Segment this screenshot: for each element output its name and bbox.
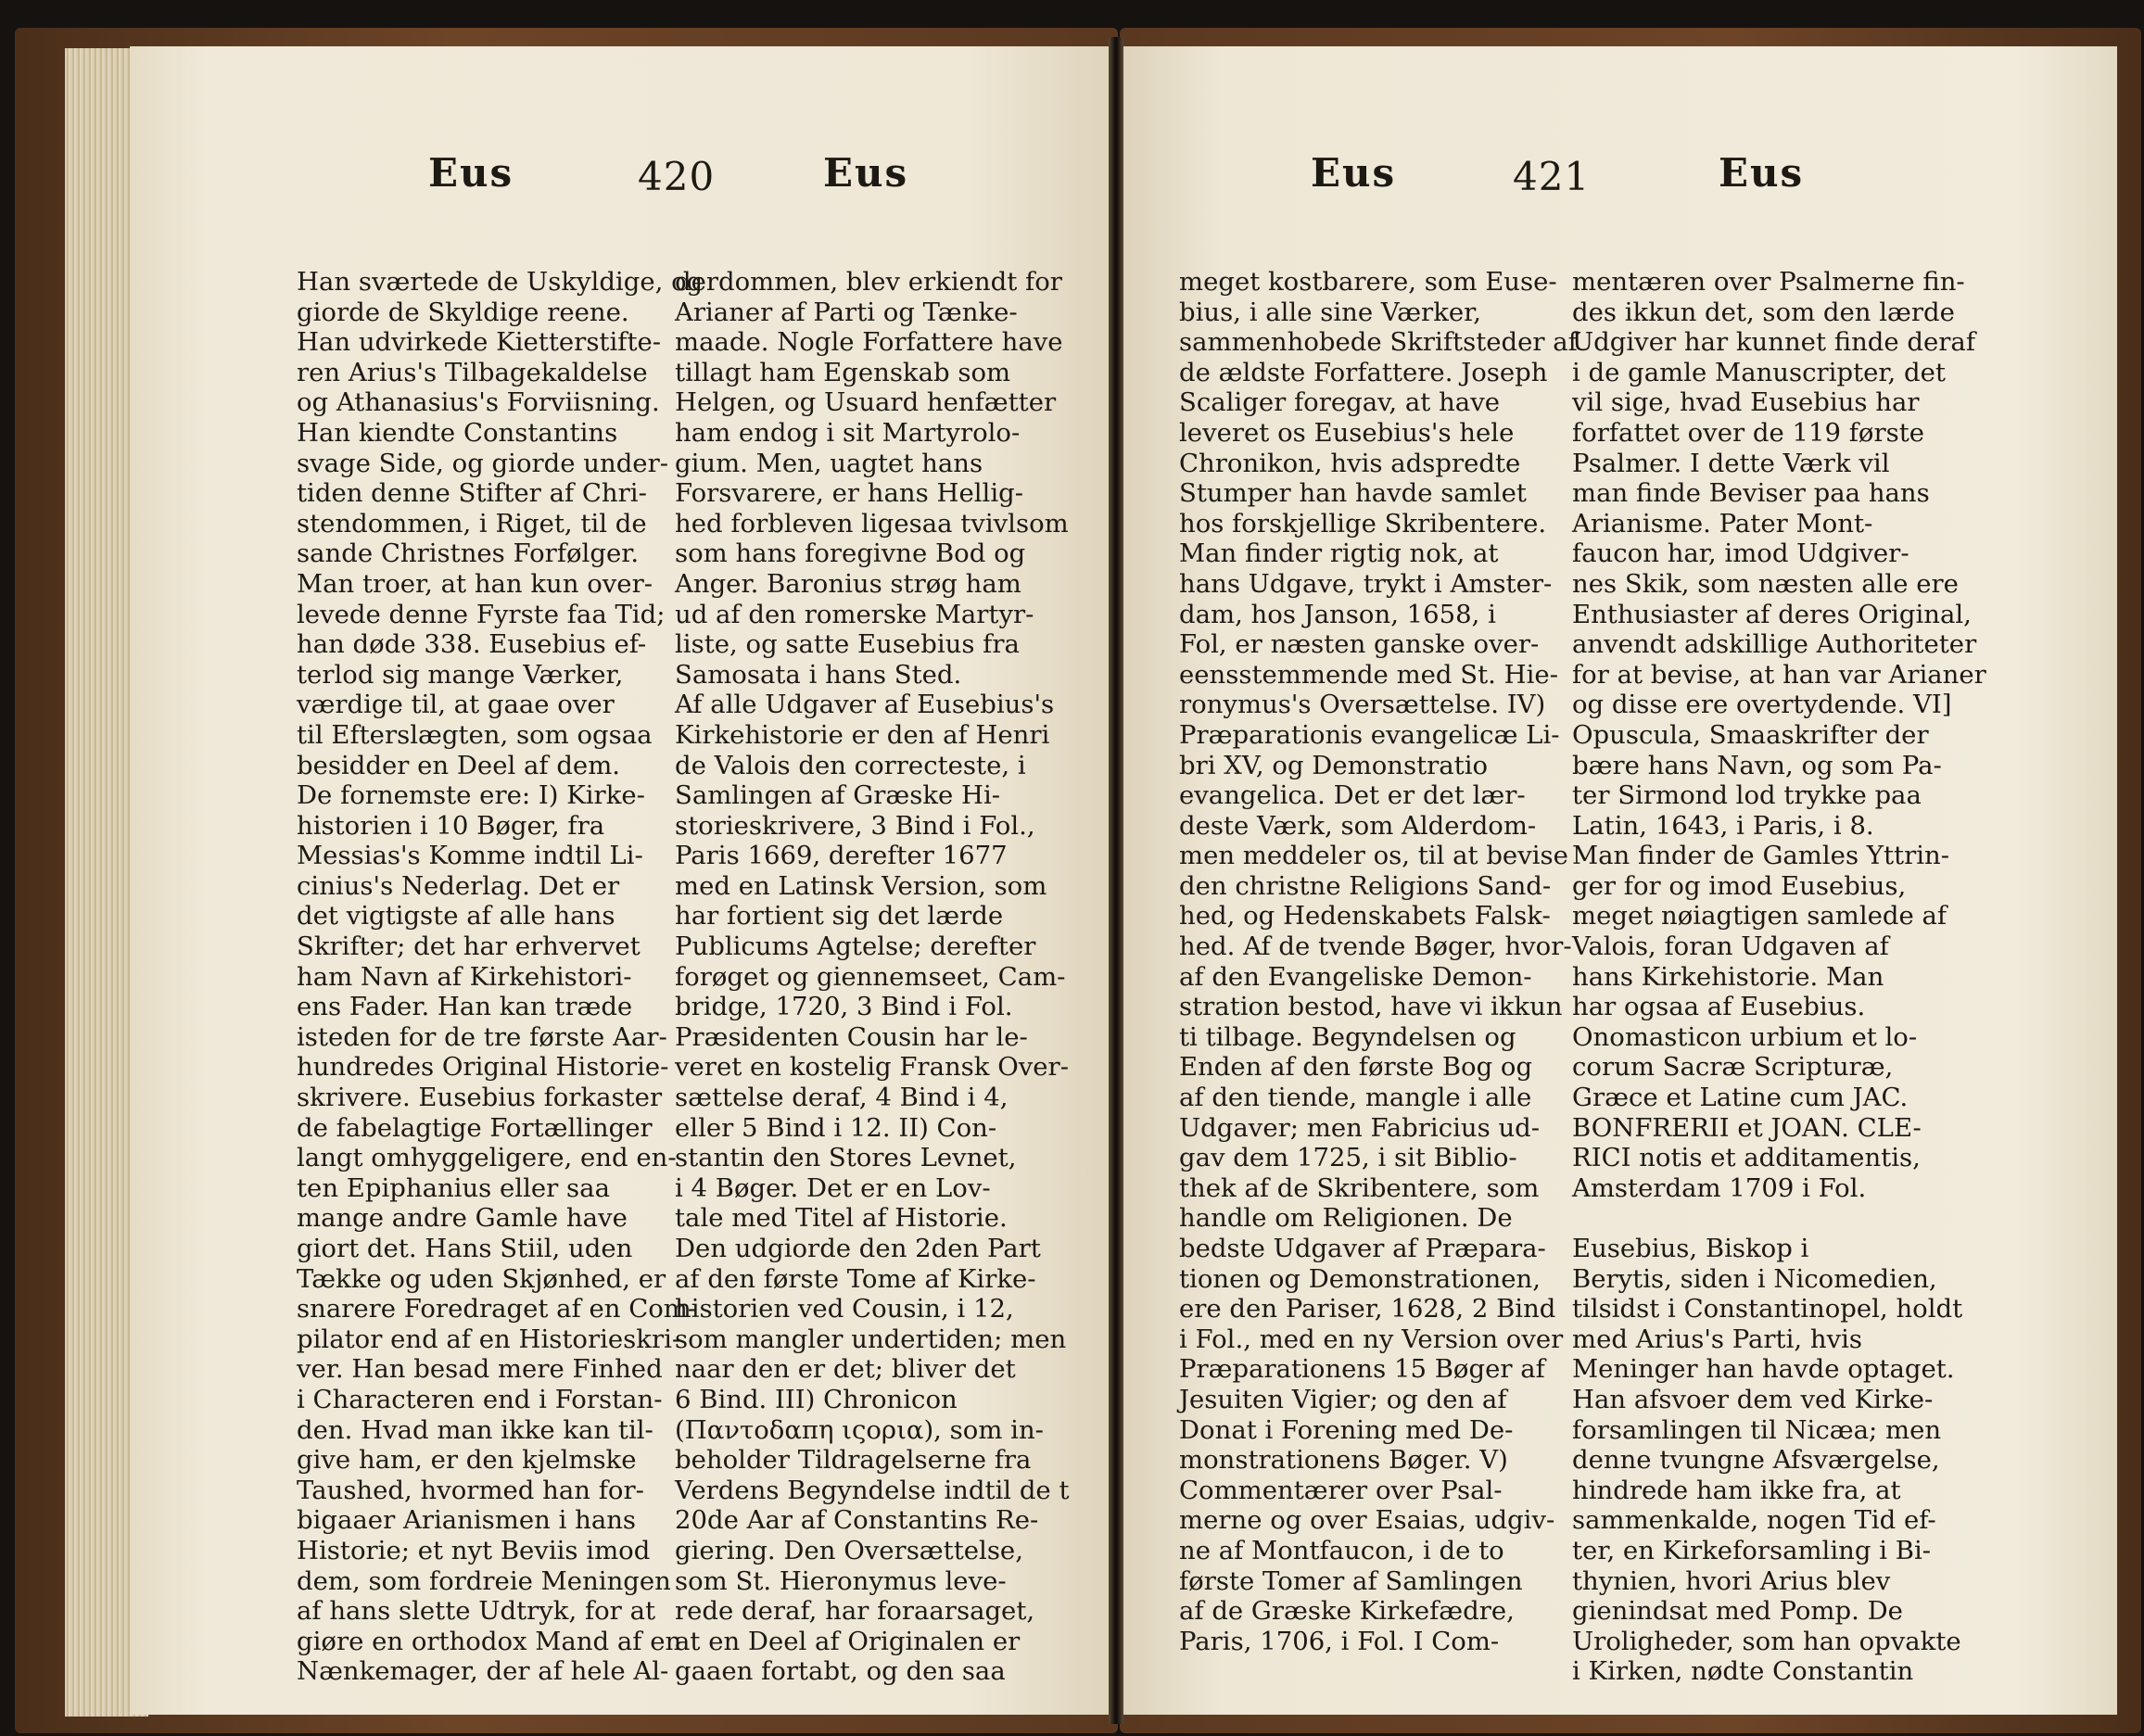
text-line: med en Latinsk Version, som [675,870,1047,901]
text-line: bius, i alle sine Værker, [1179,297,1482,327]
text-line: i de gamle Manuscripter, det [1572,357,1946,387]
text-line: Commentærer over Psal- [1179,1475,1503,1505]
text-line: af hans slette Udtryk, for at [297,1596,656,1627]
text-line: cinius's Nederlag. Det er [297,870,620,901]
text-line: dem, som fordreie Meningen [297,1565,671,1596]
text-line: ronymus's Oversættelse. IV) [1179,690,1546,720]
text-line: merne og over Esaias, udgiv- [1179,1505,1555,1536]
text-line: men meddeler os, til at bevise [1179,841,1568,871]
text-line: meget kostbarere, som Euse- [1179,267,1557,297]
text-line: forøget og giennemseet, Cam- [675,961,1066,992]
text-line: Messias's Komme indtil Li- [297,841,643,871]
header-catchword-right: Eus [1719,150,1805,196]
text-line: Fol, er næsten ganske over- [1179,629,1540,660]
text-line: værdige til, at gaae over [297,690,615,720]
text-line: Chronikon, hvis adspredte [1179,448,1521,478]
text-line: des ikkun det, som den lærde [1572,297,1955,327]
text-line: Samlingen af Græske Hi- [675,780,1001,811]
text-line: de fabelagtige Fortællinger [297,1112,653,1143]
text-line: i Fol., med en ny Version over [1179,1324,1564,1354]
text-line: svage Side, og giorde under- [297,448,669,478]
text-line: som mangler undertiden; men [675,1324,1067,1354]
text-line: eller 5 Bind i 12. II) Con- [675,1112,997,1143]
text-line: rede deraf, har foraarsaget, [675,1596,1035,1627]
text-line: Tække og uden Skjønhed, er [297,1263,666,1294]
text-line: mentæren over Psalmerne fin- [1572,267,1965,297]
text-line: nes Skik, som næsten alle ere [1572,568,1959,599]
text-line: Amsterdam 1709 i Fol. [1572,1172,1867,1203]
text-line: besidder en Deel af dem. [297,750,621,780]
text-line: tillagt ham Egenskab som [675,357,1011,387]
text-line: hed forbleven ligesaa tvivlsom [675,508,1069,539]
text-line: Latin, 1643, i Paris, i 8. [1572,810,1874,841]
text-line: man finde Beviser paa hans [1572,478,1930,509]
text-line: med Arius's Parti, hvis [1572,1324,1863,1354]
text-line: ter, en Kirkeforsamling i Bi- [1572,1535,1932,1565]
text-line: denne tvungne Afsværgelse, [1572,1445,1940,1476]
text-line: derdommen, blev erkiendt for [675,267,1062,297]
text-line: Taushed, hvormed han for- [297,1475,644,1505]
text-line: veret en kostelig Fransk Over- [675,1052,1069,1083]
text-line: hans Kirkehistorie. Man [1572,961,1884,992]
text-line: Arianisme. Pater Mont- [1572,508,1873,539]
text-line: hundredes Original Historie- [297,1052,669,1083]
text-line: af den tiende, mangle i alle [1179,1083,1532,1113]
text-line: Valois, foran Udgaven af [1572,931,1889,962]
text-line: som St. Hieronymus leve- [675,1565,1007,1596]
running-head-left [130,150,1109,224]
text-line: Udgaver; men Fabricius ud- [1179,1112,1541,1143]
text-line: Han afsvoer dem ved Kirke- [1572,1384,1934,1414]
text-line: ham Navn af Kirkehistori- [297,961,632,992]
text-line: ens Fader. Han kan træde [297,992,633,1022]
text-line: af den første Tome af Kirke- [675,1263,1036,1294]
text-line: faucon har, imod Udgiver- [1572,539,1909,569]
text-line: Græce et Latine cum JAC. [1572,1083,1909,1113]
text-line: han døde 338. Eusebius ef- [297,629,647,660]
text-line: som hans foregivne Bod og [675,539,1026,569]
text-line: thek af de Skribentere, som [1179,1172,1540,1203]
text-line: sættelse deraf, 4 Bind i 4, [675,1083,1009,1113]
text-column-right [675,267,1070,1687]
text-line: ere den Pariser, 1628, 2 Bind [1179,1294,1556,1324]
text-line: mange andre Gamle have [297,1203,628,1234]
text-line: Af alle Udgaver af Eusebius's [675,690,1055,720]
text-line: Forsvarere, er hans Hellig- [675,478,1024,509]
text-line: deste Værk, som Alderdom- [1179,810,1537,841]
text-line: de ældste Forfattere. Joseph [1179,357,1548,387]
text-line: Han kiendte Constantins [297,417,618,448]
text-line: det vigtigste af alle hans [297,901,615,931]
text-line: gium. Men, uagtet hans [675,448,983,478]
text-line: hans Udgave, trykt i Amster- [1179,568,1553,599]
text-line: til Efterslægten, som ogsaa [297,719,653,750]
text-line: isteden for de tre første Aar- [297,1021,667,1052]
text-line: hindrede ham ikke fra, at [1572,1475,1901,1505]
text-line: hed. Af de tvende Bøger, hvor- [1179,931,1572,962]
book-gutter [1109,37,1123,1724]
text-line: langt omhyggeligere, end en- [297,1143,677,1173]
text-line: bigaaer Arianismen i hans [297,1505,637,1536]
text-line: snarere Foredraget af en Com- [297,1294,697,1324]
text-line: og disse ere overtydende. VI] [1572,690,1952,720]
text-line: Publicums Agtelse; derefter [675,931,1036,962]
text-line: liste, og satte Eusebius fra [675,629,1020,660]
text-line: Donat i Forening med De- [1179,1414,1514,1445]
text-line: Man finder de Gamles Yttrin- [1572,841,1950,871]
text-line: giort det. Hans Stiil, uden [297,1234,633,1263]
text-line: har fortient sig det lærde [675,901,1004,931]
text-column-right [1572,267,1986,1687]
text-line: beholder Tildragelserne fra [675,1445,1032,1476]
text-line: i 4 Bøger. Det er en Lov- [675,1172,991,1203]
text-line: sammenhobede Skriftsteder af [1179,327,1578,358]
text-line [1572,1203,1943,1234]
text-line: Samosata i hans Sted. [675,659,962,690]
text-line: Arianer af Parti og Tænke- [675,297,1018,327]
text-line: hos forskjellige Skribentere. [1179,508,1547,539]
text-line: Han udvirkede Kietterstifte- [297,327,662,358]
text-line: Psalmer. I dette Værk vil [1572,448,1890,478]
text-line: sande Christnes Forfølger. [297,539,640,569]
text-line: ter Sirmond lod trykke paa [1572,780,1922,811]
text-line: Enden af den første Bog og [1179,1052,1533,1083]
text-line: Verdens Begyndelse indtil de t [675,1475,1070,1505]
text-line: Paris 1669, derefter 1677 [675,841,1008,871]
text-line: thynien, hvori Arius blev [1572,1565,1891,1596]
text-line: Nænkemager, der af hele Al- [297,1656,669,1687]
text-line: ren Arius's Tilbagekaldelse [297,357,648,387]
text-line: historien ved Cousin, i 12, [675,1294,1014,1324]
text-line: levede denne Fyrste faa Tid; [297,599,666,629]
text-line: Opuscula, Smaaskrifter der [1572,719,1929,750]
text-line: Anger. Baronius strøg ham [675,568,1021,599]
text-line: Berytis, siden i Nicomedien, [1572,1263,1937,1294]
text-line: corum Sacræ Scripturæ, [1572,1052,1894,1083]
text-line: at en Deel af Originalen er [675,1626,1021,1656]
text-line: terlod sig mange Værker, [297,659,624,690]
text-line: bri XV, og Demonstratio [1179,750,1489,780]
text-line: tilsidst i Constantinopel, holdt [1572,1294,1963,1324]
text-line: gienindsat med Pomp. De [1572,1596,1903,1627]
page-number: 421 [1513,154,1591,199]
text-line: 20de Aar af Constantins Re- [675,1505,1039,1536]
text-line: gaaen fortabt, og den saa [675,1656,1006,1687]
text-line: bedste Udgaver af Præpara- [1179,1234,1546,1263]
header-catchword-left: Eus [1311,150,1397,196]
text-line: Præparationis evangelicæ Li- [1179,719,1560,750]
text-line: for at bevise, at han var Arianer [1572,659,1986,690]
text-line: den christne Religions Sand- [1179,870,1552,901]
text-line: stration bestod, have vi ikkun [1179,992,1563,1022]
text-line: ud af den romerske Martyr- [675,599,1034,629]
text-line: af den Evangeliske Demon- [1179,961,1532,992]
running-head-right [1123,150,2117,224]
text-line: Præparationens 15 Bøger af [1179,1354,1545,1385]
text-line: giøre en orthodox Mand af en [297,1626,682,1656]
text-line: forsamlingen til Nicæa; men [1572,1414,1942,1445]
text-line: Eusebius, Biskop i [1572,1234,1809,1263]
text-line: af de Græske Kirkefædre, [1179,1596,1515,1627]
text-line: ger for og imod Eusebius, [1572,870,1907,901]
text-line: første Tomer af Samlingen [1179,1565,1523,1596]
text-line: meget nøiagtigen samlede af [1572,901,1947,931]
text-line: Han sværtede de Uskyldige, og [297,267,704,297]
text-line: ham endog i sit Martyrolo- [675,417,1021,448]
text-line: stantin den Stores Levnet, [675,1143,1017,1173]
text-line: ne af Montfaucon, i de to [1179,1535,1504,1565]
text-line: Scaliger foregav, at have [1179,387,1501,418]
text-line: og Athanasius's Forviisning. [297,387,660,418]
text-line: Historie; et nyt Beviis imod [297,1535,651,1565]
text-line: Man finder rigtig nok, at [1179,539,1499,569]
text-line: i Characteren end i Forstan- [297,1384,663,1414]
text-line: Stumper han havde samlet [1179,478,1527,509]
text-line: De fornemste ere: I) Kirke- [297,780,645,811]
text-line: vil sige, hvad Eusebius har [1572,387,1920,418]
text-line: Uroligheder, som han opvakte [1572,1626,1961,1656]
text-line: Præsidenten Cousin har le- [675,1021,1028,1052]
text-line: Meninger han havde optaget. [1572,1354,1955,1385]
text-line: ti tilbage. Begyndelsen og [1179,1021,1516,1052]
text-line: handle om Religionen. De [1179,1203,1513,1234]
text-line: Man troer, at han kun over- [297,568,653,599]
text-line: ten Epiphanius eller saa [297,1172,610,1203]
text-line: historien i 10 Bøger, fra [297,810,605,841]
text-line: anvendt adskillige Authoriteter [1572,629,1977,660]
text-line: Paris, 1706, i Fol. I Com- [1179,1626,1500,1656]
text-line: dam, hos Janson, 1658, i [1179,599,1496,629]
text-line: Kirkehistorie er den af Henri [675,719,1050,750]
text-line: monstrationens Bøger. V) [1179,1445,1508,1476]
text-line: stendommen, i Riget, til de [297,508,647,539]
text-line: de Valois den correcteste, i [675,750,1026,780]
text-line: maade. Nogle Forfattere have [675,327,1063,358]
text-line: giering. Den Oversættelse, [675,1535,1023,1565]
text-line: evangelica. Det er det lær- [1179,780,1526,811]
text-column-left [1179,267,1578,1656]
header-catchword-right: Eus [823,150,909,196]
text-line: i Kirken, nødte Constantin [1572,1656,1914,1687]
text-line: give ham, er den kjelmske [297,1445,637,1476]
text-line: BONFRERII et JOAN. CLE- [1572,1112,1922,1143]
text-line: (Παντοδαπη ιςορια), som in- [675,1414,1044,1445]
text-line: tionen og Demonstrationen, [1179,1263,1541,1294]
text-line: 6 Bind. III) Chronicon [675,1384,958,1414]
text-line: naar den er det; bliver det [675,1354,1016,1385]
text-line: Udgiver har kunnet finde deraf [1572,327,1976,358]
text-line: ver. Han besad mere Finhed [297,1354,663,1385]
text-line: Helgen, og Usuard henfætter [675,387,1057,418]
text-line: forfattet over de 119 første [1572,417,1925,448]
text-line: RICI notis et additamentis, [1572,1143,1921,1173]
text-line: giorde de Skyldige reene. [297,297,629,327]
text-line: Jesuiten Vigier; og den af [1179,1384,1507,1414]
text-line: bære hans Navn, og som Pa- [1572,750,1942,780]
text-line: Den udgiorde den 2den Part [675,1234,1041,1263]
header-catchword-left: Eus [428,150,514,196]
text-line: pilator end af en Historieskri- [297,1324,681,1354]
text-line: eensstemmende med St. Hie- [1179,659,1558,690]
text-line: den. Hvad man ikke kan til- [297,1414,653,1445]
page-left [130,46,1109,1715]
text-line: bridge, 1720, 3 Bind i Fol. [675,992,1013,1022]
page-right [1123,46,2117,1715]
text-line: Skrifter; det har erhvervet [297,931,641,962]
text-line: Enthusiaster af deres Original, [1572,599,1972,629]
page-number: 420 [638,154,716,199]
text-line: gav dem 1725, i sit Biblio- [1179,1143,1517,1173]
text-column-left [297,267,704,1687]
text-line: hed, og Hedenskabets Falsk- [1179,901,1551,931]
text-line: har ogsaa af Eusebius. [1572,992,1866,1022]
text-line: sammenkalde, nogen Tid ef- [1572,1505,1936,1536]
text-line: tale med Titel af Historie. [675,1203,1008,1234]
text-line: storieskrivere, 3 Bind i Fol., [675,810,1035,841]
text-line: skrivere. Eusebius forkaster [297,1083,663,1113]
text-line: leveret os Eusebius's hele [1179,417,1515,448]
text-line: Onomasticon urbium et lo- [1572,1021,1918,1052]
text-line: tiden denne Stifter af Chri- [297,478,647,509]
